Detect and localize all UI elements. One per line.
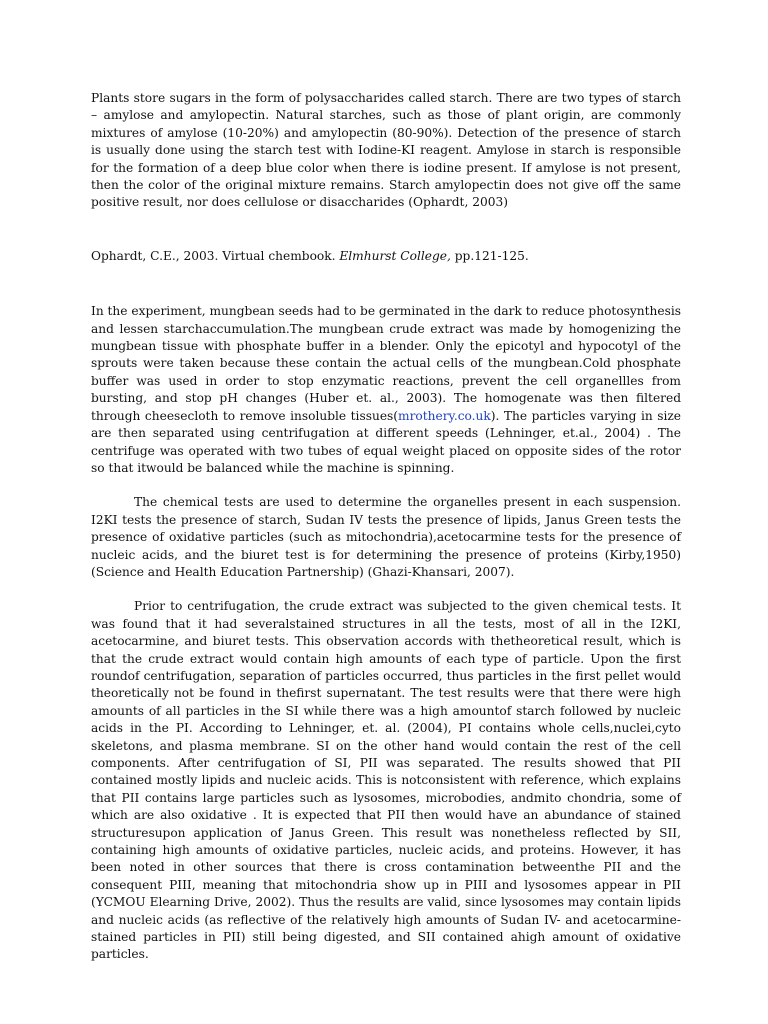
reference-citation [91,248,681,265]
paragraph-starch-intro: Plants store sugars in the form of polysaccharides called starch. There are two types of starch – amylose and amylopectin. Natural starches, such as those of plant origin, are commonly mixtures of amylose (10-20%) and amylopectin (80-90%). Detection of the presence of starch is usually done using the starch test with Iodine-KI reagent. Amylose in starch is responsible for the formation of a deep blue color when there is iodine present. If amylose is not present, then the color of the original mixture remains. Starch amylopectin does not give off the same positive result, nor does cellulose or disaccharides (Ophardt, 2003) [91,91,681,210]
paragraph-chemical-tests: The chemical tests are used to determine the organelles present in each suspension. I2KI tests the presence of starch, Sudan IV tests the presence of lipids, Janus Green tests the presence of oxidative particles (such as mitochondria),acetocarmine tests for the presence of nucleic acids, and the biuret test is for determining the presence of proteins (Kirby,1950) (Science and Health Education Partnership) (Ghazi-Khansari, 2007). [91,495,681,579]
reference-text-before: Ophardt, C.E., 2003. Virtual chembook. [91,248,340,263]
reference-journal: Elmhurst College, [339,248,451,263]
source-link[interactable]: mrothery.co.uk [398,408,491,423]
paragraph-experiment-method [91,303,681,477]
paragraph-results-discussion: Prior to centrifugation, the crude extract was subjected to the given chemical tests. It was found that it had severalstained structures in all the tests, most of all in the I2KI, acetocarmine, and biuret tests. This observation accords with thetheoretical result, which is that the crude extract would contain high amounts of each type of particle. Upon the first roundof centrifugation, separation of particles occurred, thus particles in the first pellet would theoretically not be found in thefirst supernatant. The test results were that there were high amounts of all particles in the SI while there was a high amountof starch followed by nucleic acids in the PI. According to Lehninger, et. al. (2004), PI contains whole cells,nuclei,cyto skeletons, and plasma membrane. SI on the other hand would contain the rest of the cell components. After centrifugation of SI, PII was separated. The results showed that PII contained mostly lipids and nucleic acids. This is notconsistent with reference, which explains that PII contains large particles such as lysosomes, microbodies, andmito chondria, some of which are also oxidative . It is expected that PII then would have an abundance of stained structuresupon application of Janus Green. This result was nonetheless reflected by SII, containing high amounts of oxidative particles, nucleic acids, and proteins. However, it has been noted in other sources that there is cross contamination betweenthe PII and the consequent PIII, meaning that mitochondria show up in PIII and lysosomes appear in PII (YCMOU Elearning Drive, 2002). Thus the results are valid, since lysosomes may contain lipids and nucleic acids (as reflective of the relatively high amounts of Sudan IV- and acetocarmine-stained particles in PII) still being digested, and SII contained ahigh amount of oxidative particles. [91,599,681,962]
paragraph-experiment-part2: ). The particles varying in size are then separated using centrifugation at different speeds (Lehninger, et.al., 2004) . The centrifuge was operated with two tubes of equal weight placed on opposite sides of the rotor so that itwould be balanced while the machine is spinning. [91,408,682,475]
document-page [91,90,681,964]
reference-text-after: pp.121-125. [450,248,529,263]
paragraph-experiment-part1: In the experiment, mungbean seeds had to be germinated in the dark to reduce photosynthesis and lessen starchaccumulation.The mungbean crude extract was made by homogenizing the mungbean tissue with phosphate buffer in a blender. Only the epicotyl and hypocotyl of the sprouts were taken because these contain the actual cells of the mungbean.Cold phosphate buffer was used in order to stop enzymatic reactions, prevent the cell organellles from bursting, and stop pH changes (Huber et. al., 2003). The homogenate was then filtered through cheesecloth to remove insoluble tissues( [91,304,682,423]
